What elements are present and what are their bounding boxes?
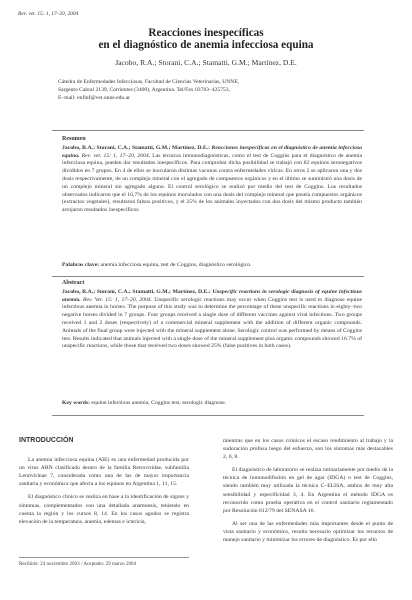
resumen-block <box>62 136 362 215</box>
palabras-clave-label: Palabras clave: <box>62 262 100 268</box>
intro-paragraph-5: Al ser una de las enfermedades más importantes desde el punto de vista sanitario y económico, resulta necesario optimizar los recursos de manejo sanitario y minimizar los errores de diagnóstico. Es por ello <box>223 520 393 544</box>
column-right <box>223 437 393 544</box>
article-title <box>0 27 412 51</box>
divider <box>52 130 364 131</box>
resumen-cite-authors: Jacobo, R.A.; Storani, C.A.; Stamatti, G.M.; Martínez, D.E.: <box>62 144 210 151</box>
abstract-cite-source: Rev. Vet. 15: 1, 17–20, 2004. <box>83 296 153 303</box>
resumen-text: Las técnicas inmunodiagnósticas, como el test de Coggins para el diagnóstico de anemia infecciosa equina, pueden dar resultados inespecíficos. Para comprobar dicha posibilidad se trabajó con 82 equinos seronegativos divididos en 7 grupos. En 4 de ellos se inocularon distintas vacunas contra enfermedades víricas. En otros 2 se aplicaron una y dos dosis respectivamente, de un complejo mineral con el agregado de compuestos orgánicos y en el último se suministró una dosis de un complejo mineral sin agregado alguno. El control serológico se realizó por medio del test de Coggins. Los resultados observados indicaron que el 16,7% de los equinos inoculados con una dosis del complejo mineral que poseía compuestos orgánicos (extractos vegetales), resultaron falsos positivos, y el 25% de los animales inyectados con dos dosis del mismo producto también arrojaron resultados inespecíficos. <box>62 152 363 214</box>
resumen-body <box>62 145 362 215</box>
palabras-clave-text: anemia infecciosa equina, test de Coggins, diagnóstico serológico. <box>100 262 252 268</box>
key-words <box>62 400 362 408</box>
received-footnote: Recibido: 24 noviembre 2003 / Aceptado: 29 marzo 2004 <box>19 557 189 567</box>
section-heading-introduccion: INTRODUCCIÓN <box>19 437 74 444</box>
intro-paragraph-1: La anemia infecciosa equina (AIE) es una enfermedad producida por un virus ARN clasificado dentro de la familia Retroviridae, subfamilia Lentivirinae 7, considerada como una de las de mayor importancia sanitaria y económica que afecta a los equinos en Argentina 1, 11, 15. <box>19 457 189 488</box>
key-words-label: Key words: <box>62 400 90 406</box>
title-line-1: Reacciones inespecíficas <box>148 27 264 39</box>
divider <box>52 276 364 277</box>
abstract-cite-authors: Jacobo, R.A.; Storani, C.A.; Stamatti, G.M.; Martínez, D.E.: <box>62 288 211 295</box>
abstract-body <box>62 289 362 351</box>
intro-paragraph-3: mientras que en los casos crónicos el escaso rendimiento al trabajo y la sudoración profusa luego del esfuerzo, son los síntomas más destacables 2, 6, 8. <box>223 438 393 461</box>
affiliation-line-2: Sargento Cabral 2139, Corrientes (3400), Argentina. Tel/Fax 03783–425753, <box>58 86 230 93</box>
resumen-heading: Resumen <box>62 136 86 142</box>
divider <box>52 415 364 416</box>
abstract-block <box>62 280 362 351</box>
affiliation-email: E–mail: enfinf@vet.unne.edu.ar <box>58 94 130 101</box>
abstract-cite-title: Unspecific reactions in serologic diagnosis of equine infectious anemia. <box>62 288 362 303</box>
column-left <box>19 437 189 526</box>
palabras-clave <box>62 262 362 270</box>
author-list: Jacobo, R.A.; Storani, C.A.; Stamatti, G.M.; Martínez, D.E. <box>115 58 297 67</box>
affiliation-line-1: Cátedra de Enfermedades Infecciosas, Facultad de Ciencias Veterinarias, UNNE, <box>58 79 240 85</box>
abstract-text: Unspecific serologic reactions may occur when Coggins test is used to diagnose equine infectious anemia in horses. The purpose of this study was to determine the percentage of these unspecific reactions in eighty–two negative horses divided in 7 groups. Four groups received a single dose of different vaccines against viral infections. Two groups received 1 and 2 doses (respectively) of a commercial mineral supplement with the addition of different organic compounds. Animals of the final group were injected with the mineral supplement alone. Serologic control was performed by means of Coggins test. Results indicated that animals injected with a single dose of the mineral supplement plus organic compounds showed 16.7% of unspecific reactions, while those that received two doses showed 25% (false positives in both cases). <box>62 296 363 350</box>
abstract-heading: Abstract <box>62 280 85 286</box>
resumen-cite-source: Rev. vet. 15: 1, 17–20, 2004. <box>81 152 151 159</box>
title-line-2: en el diagnóstico de anemia infecciosa equina <box>98 39 314 52</box>
key-words-text: equine infectious anemia, Coggins test, serologic diagnose. <box>91 400 227 406</box>
resumen-cite-title: Reacciones inespecíficas en el diagnóstico de anemia infecciosa equina. <box>62 144 363 159</box>
running-head: Rev. vet. 15: 1, 17–20, 2004 <box>18 11 79 17</box>
intro-paragraph-4: El diagnóstico de laboratorio se realiza rutinariamente por medio de la técnica de inmunodifusión en gel de agar (IDGA) o test de Coggins, siendo también muy utilizada la técnica C–ELISA, ambos de muy alta sensibilidad y especificidad 3, 4. En Argentina el método IDGA es reconocido como prueba operativa en el control sanitario reglamentado por Resolución 812/79 del SENASA 16. <box>223 467 393 514</box>
affiliation <box>58 79 358 102</box>
intro-paragraph-2: El diagnóstico clínico se realiza en base a la identificación de signos y síntomas, complementados con una detallada anamnesis, teniendo en cuenta la región y los cursos 8, 14. En los casos agudos se registra elevación de la temperatura, anemia, edemas e ictericia, <box>19 494 189 525</box>
